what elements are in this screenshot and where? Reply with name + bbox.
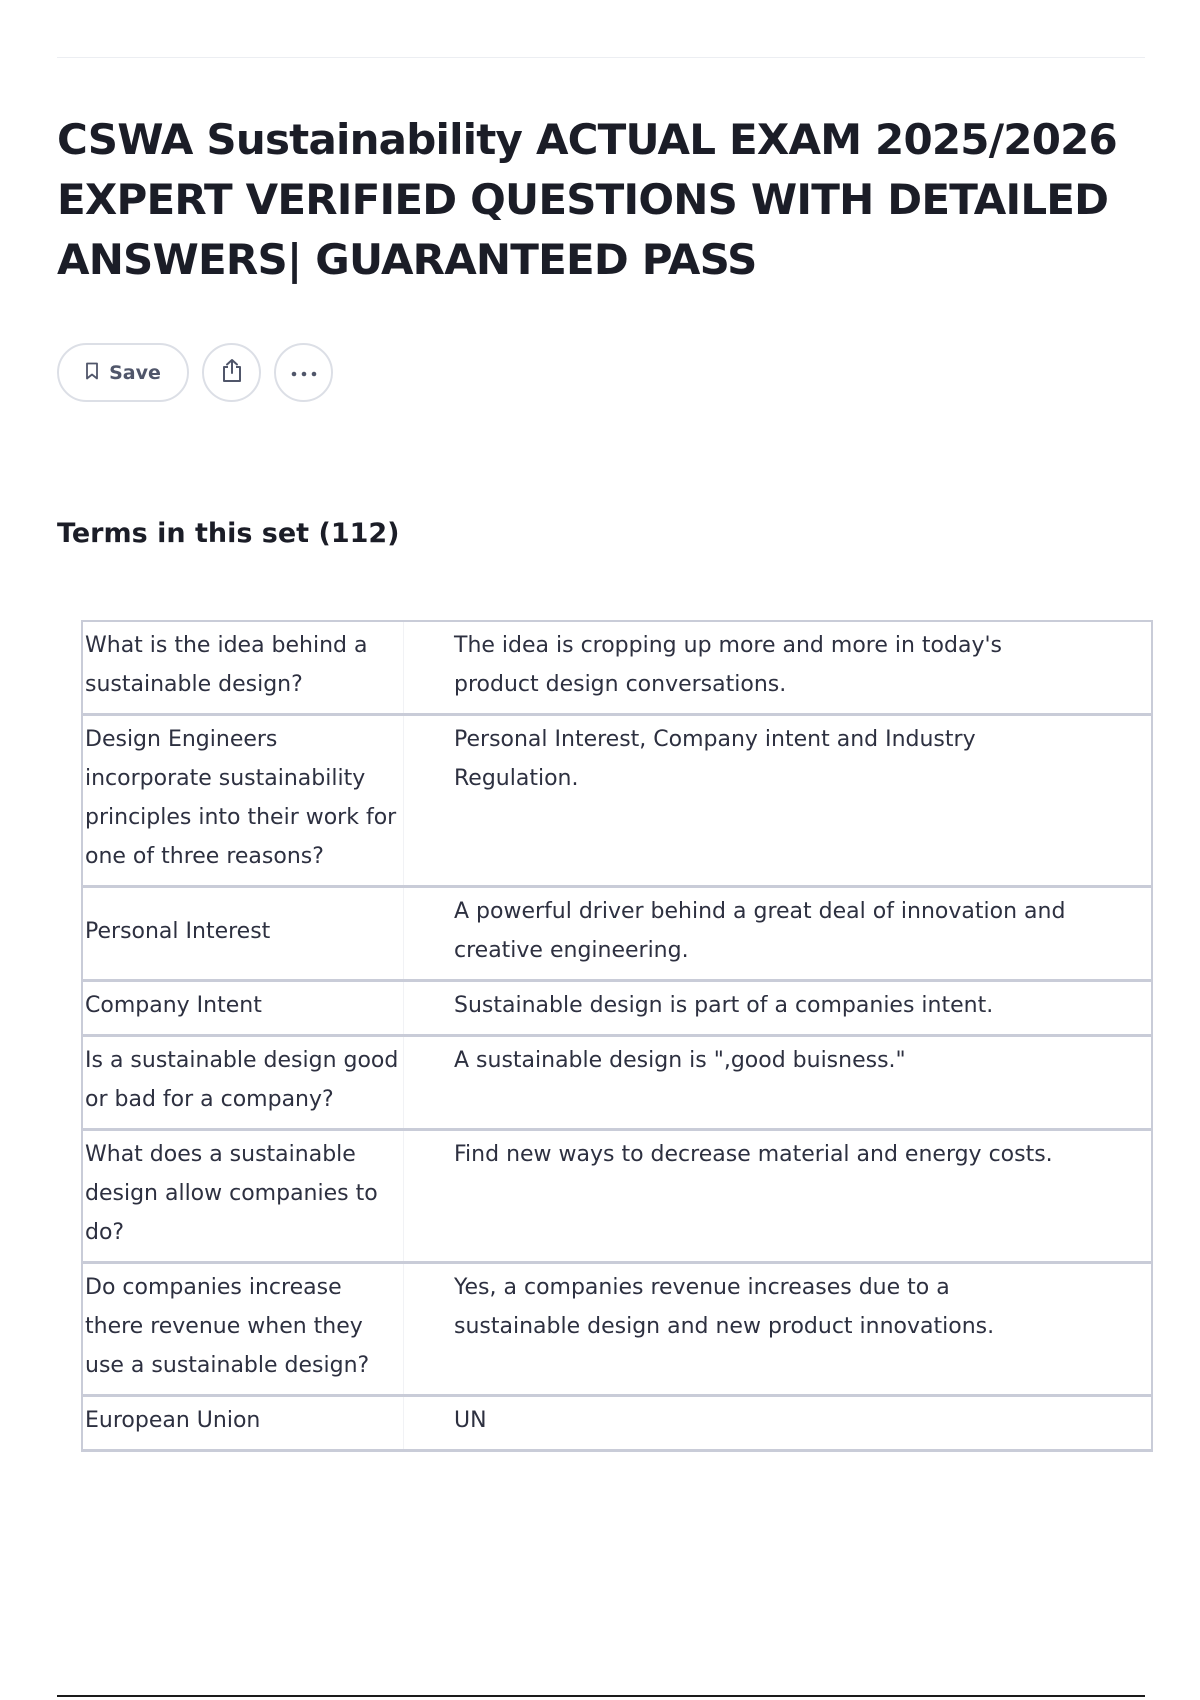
definition-cell: Sustainable design is part of a companies intent. xyxy=(454,993,994,1018)
definition-cell: Yes, a companies revenue increases due to a sustainable design and new product innovations. xyxy=(454,1275,995,1339)
term-cell: Company Intent xyxy=(82,981,404,1036)
page-title: CSWA Sustainability ACTUAL EXAM 2025/2026 EXPERT VERIFIED QUESTIONS WITH DETAILED ANSWERS| GUARANTEED PASS xyxy=(57,115,1117,284)
share-icon xyxy=(220,358,244,387)
more-options-button[interactable] xyxy=(274,343,333,402)
table-row xyxy=(82,887,1152,981)
table-row xyxy=(82,1396,1152,1451)
share-button[interactable] xyxy=(202,343,261,402)
table-row xyxy=(82,715,1152,887)
definition-cell: UN xyxy=(454,1408,487,1433)
table-row xyxy=(82,1036,1152,1130)
more-icon xyxy=(291,365,317,380)
definition-cell: A sustainable design is ",good buisness." xyxy=(454,1048,906,1073)
terms-table xyxy=(81,620,1153,1452)
definition-cell: The idea is cropping up more and more in today's product design conversations. xyxy=(454,633,1002,697)
term-cell: European Union xyxy=(82,1396,404,1451)
bookmark-icon xyxy=(85,362,99,383)
table-row xyxy=(82,1263,1152,1396)
table-row xyxy=(82,621,1152,715)
definition-cell: Find new ways to decrease material and energy costs. xyxy=(454,1142,1053,1167)
terms-heading: Terms in this set (112) xyxy=(57,518,400,549)
table-row xyxy=(82,1130,1152,1263)
term-cell: What is the idea behind a sustainable design? xyxy=(82,621,404,715)
table-row xyxy=(82,981,1152,1036)
term-cell: Design Engineers incorporate sustainability principles into their work for one of three reasons? xyxy=(82,715,404,887)
save-button[interactable] xyxy=(57,343,189,402)
term-cell: What does a sustainable design allow companies to do? xyxy=(82,1130,404,1263)
definition-cell: A powerful driver behind a great deal of innovation and creative engineering. xyxy=(454,899,1066,963)
term-cell: Is a sustainable design good or bad for a company? xyxy=(82,1036,404,1130)
term-cell: Personal Interest xyxy=(82,887,404,981)
definition-cell: Personal Interest, Company intent and Industry Regulation. xyxy=(454,727,976,791)
top-divider xyxy=(57,57,1145,58)
save-label: Save xyxy=(109,361,161,384)
action-bar xyxy=(57,343,333,402)
term-cell: Do companies increase there revenue when they use a sustainable design? xyxy=(82,1263,404,1396)
bottom-divider xyxy=(57,1695,1145,1697)
